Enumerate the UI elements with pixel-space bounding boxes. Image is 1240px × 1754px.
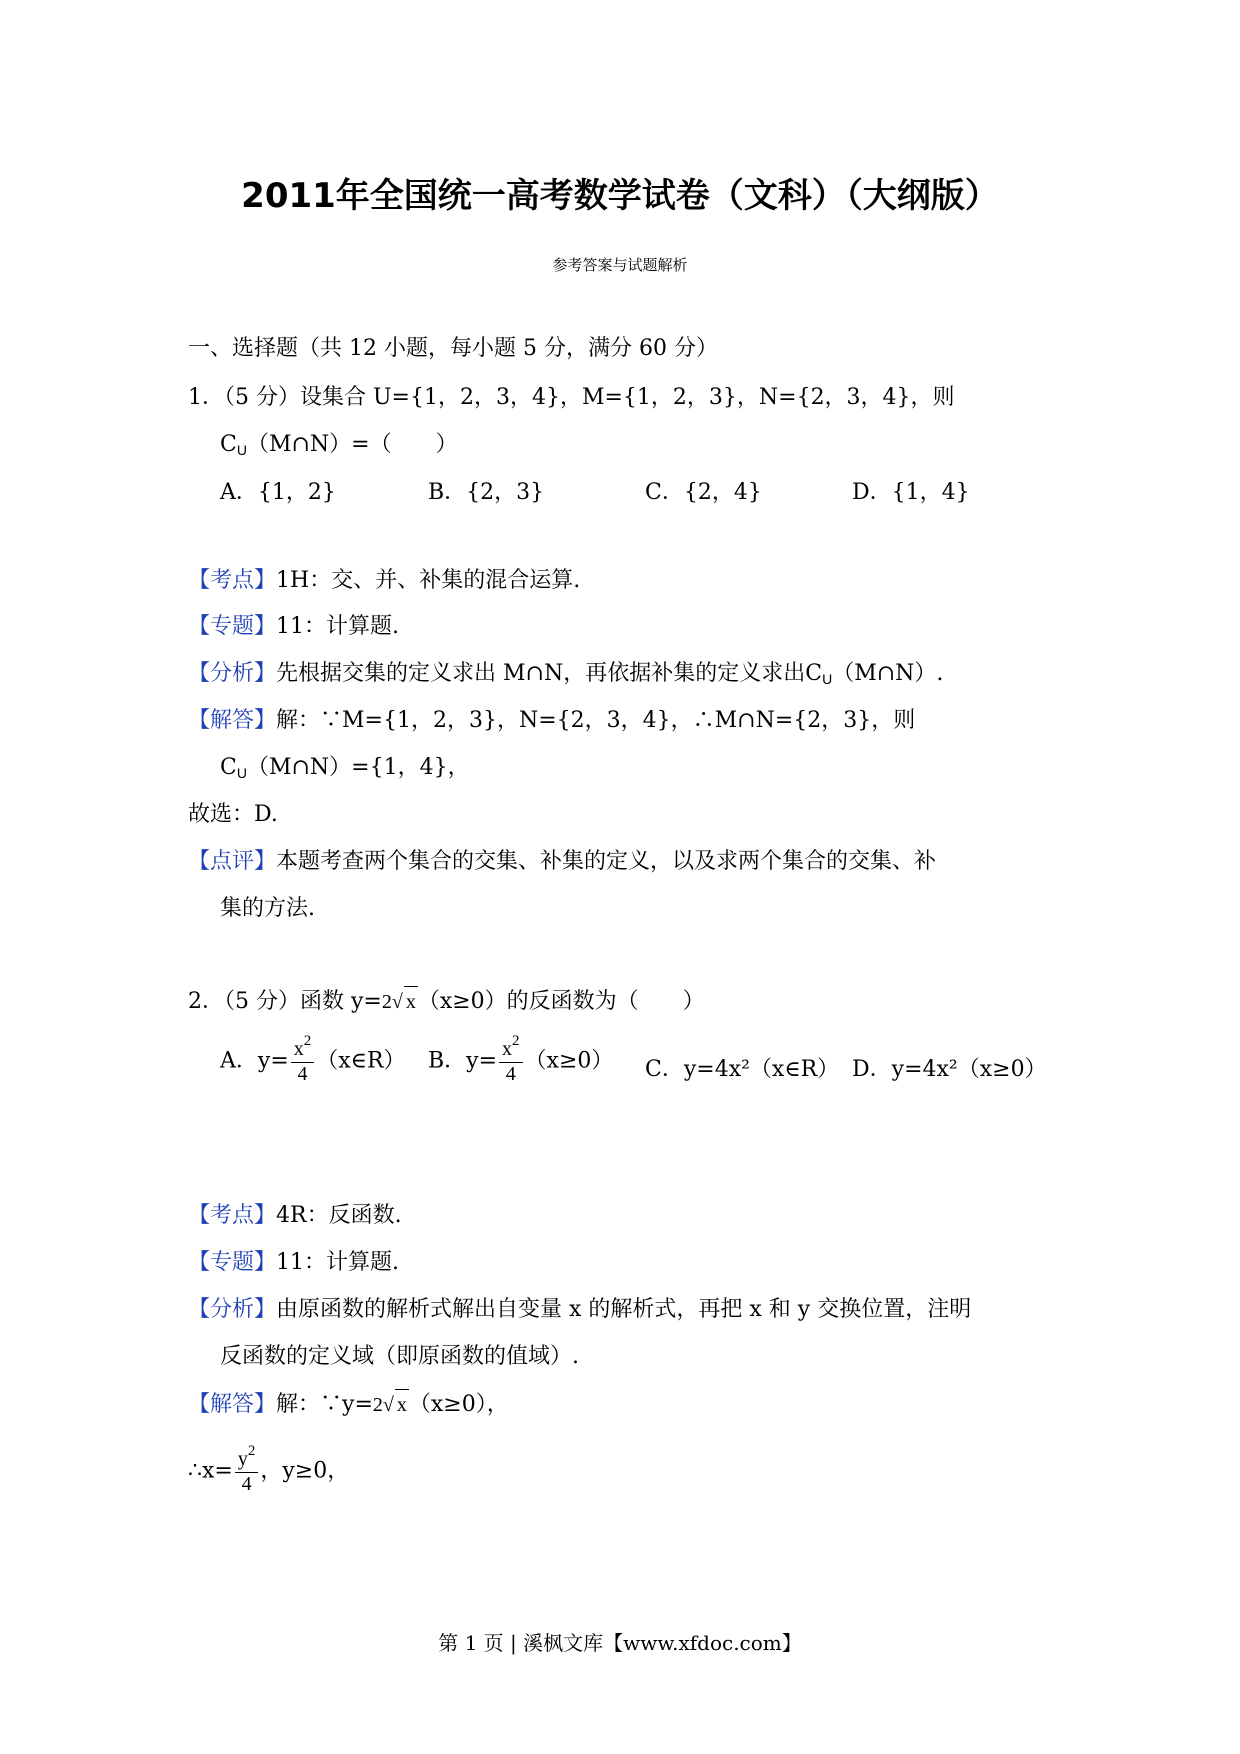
page-subtitle: 参考答案与试题解析 <box>552 256 688 274</box>
q2-step-den: 4 <box>241 1473 252 1495</box>
q2-fenxi-text: 由原函数的解析式解出自变量 x 的解析式，再把 x 和 y 交换位置，注明 <box>276 1297 972 1322</box>
q2-zhuanti-tag: 【专题】 <box>188 1250 277 1275</box>
q2-option-a-den: 4 <box>297 1063 308 1085</box>
q2-option-b-prefix: B．y= <box>428 1048 498 1074</box>
q2-step-suffix: ，y≥0， <box>260 1458 350 1484</box>
section-heading: 一、选择题（共 12 小题，每小题 5 分，满分 60 分） <box>188 336 718 361</box>
q1-fenxi-subscript: U <box>822 671 833 687</box>
q2-fenxi-line2: 反函数的定义域（即原函数的值域）. <box>220 1344 579 1369</box>
q1-option-b: B．{2，3} <box>428 480 545 505</box>
q1-complement-subscript: U <box>236 442 247 458</box>
q1-fenxi-tag: 【分析】 <box>188 661 277 686</box>
q1-complement-symbol: C <box>220 432 237 457</box>
q2-sqrt-coef: 2 <box>381 991 392 1013</box>
q2-stem-post: （x≥0）的反函数为（ ） <box>417 989 705 1014</box>
q2-option-a <box>220 1033 406 1085</box>
q2-option-a-domain: （x∈R） <box>316 1048 406 1074</box>
q1-dianping-line1 <box>188 847 936 877</box>
q1-dianping-text: 本题考查两个集合的交集、补集的定义，以及求两个集合的交集、补 <box>276 849 937 874</box>
q2-solution-step <box>188 1443 350 1495</box>
q2-option-b-exp: 2 <box>512 1033 520 1049</box>
q2-jieda-sqrt-coef: 2 <box>372 1394 383 1416</box>
q2-kaodian-text: 4R：反函数. <box>276 1203 402 1228</box>
q1-fenxi-text-end: （M∩N）. <box>832 661 944 686</box>
q2-step-num: y <box>237 1448 248 1470</box>
q1-fenxi-text: 先根据交集的定义求出 M∩N，再依据补集的定义求出C <box>276 661 823 686</box>
q1-jieda-line1 <box>188 706 915 736</box>
q2-option-d: D．y=4x²（x≥0） <box>852 1057 1047 1082</box>
q1-option-c: C．{2，4} <box>645 480 762 505</box>
q2-option-b-fraction <box>499 1033 523 1085</box>
q2-option-b <box>428 1033 614 1085</box>
q2-jieda-sqrt: 2√ x <box>373 1389 409 1420</box>
q1-stem-line1: 1．（5 分）设集合 U={1，2，3，4}，M={1，2，3}，N={2，3，4}，则 <box>188 385 955 410</box>
q2-jieda-tag: 【解答】 <box>188 1392 277 1417</box>
q1-jieda-text: 解：∵M={1，2，3}，N={2，3，4}，∴M∩N={2，3}，则 <box>276 708 916 733</box>
q2-step-prefix: ∴x= <box>188 1458 233 1484</box>
q2-option-b-domain: （x≥0） <box>524 1048 614 1074</box>
q2-fenxi-line1 <box>188 1295 971 1325</box>
q2-kaodian <box>188 1201 402 1231</box>
page-footer: 第 1 页 | 溪枫文库【www.xfdoc.com】 <box>438 1631 802 1655</box>
q2-fenxi-tag: 【分析】 <box>188 1297 277 1322</box>
q1-option-a: A．{1，2} <box>220 480 336 505</box>
q1-jieda-tag: 【解答】 <box>188 708 277 733</box>
q1-jieda-subscript: U <box>236 765 247 781</box>
q2-option-c: C．y=4x²（x∈R） <box>645 1057 840 1082</box>
q2-sqrt-expression: 2√ x <box>382 986 418 1017</box>
q1-stem-rest: （M∩N）=（ ） <box>246 432 458 457</box>
q1-dianping-line2: 集的方法. <box>220 896 315 921</box>
q1-kaodian-text: 1H：交、并、补集的混合运算. <box>276 568 581 593</box>
q1-zhuanti-tag: 【专题】 <box>188 614 277 639</box>
q2-jieda <box>188 1389 509 1420</box>
q2-option-b-den: 4 <box>505 1063 516 1085</box>
q1-zhuanti <box>188 612 399 642</box>
q2-stem <box>188 986 705 1017</box>
q2-option-a-num: x <box>293 1038 304 1060</box>
q2-option-a-exp: 2 <box>303 1033 312 1049</box>
q2-zhuanti-text: 11：计算题. <box>276 1250 400 1275</box>
q2-step-fraction <box>235 1443 259 1495</box>
q1-jieda-rest: （M∩N）={1，4}， <box>246 755 470 780</box>
q2-sqrt-radicand: x <box>404 986 418 1017</box>
q1-jieda-complement: C <box>220 755 237 780</box>
q2-option-b-num: x <box>502 1038 513 1060</box>
q2-jieda-post: （x≥0）， <box>408 1392 509 1417</box>
q2-step-exp: 2 <box>247 1443 256 1459</box>
q2-zhuanti <box>188 1248 399 1278</box>
q1-fenxi <box>188 659 943 694</box>
q2-option-a-prefix: A．y= <box>220 1048 289 1074</box>
q1-jieda-line2 <box>220 753 470 788</box>
q2-option-a-fraction <box>291 1033 315 1085</box>
q1-kaodian-tag: 【考点】 <box>188 568 277 593</box>
q1-kaodian <box>188 566 580 596</box>
q2-jieda-sqrt-radicand: x <box>395 1389 409 1420</box>
q1-stem-line2 <box>220 430 458 465</box>
q2-stem-pre: 2．（5 分）函数 y= <box>188 989 382 1014</box>
q1-option-d: D．{1，4} <box>852 480 970 505</box>
q1-zhuanti-text: 11：计算题. <box>276 614 400 639</box>
q2-jieda-pre: 解：∵y= <box>276 1392 373 1417</box>
page-title: 2011年全国统一高考数学试卷（文科）（大纲版） <box>241 176 999 216</box>
q2-kaodian-tag: 【考点】 <box>188 1203 277 1228</box>
q1-dianping-tag: 【点评】 <box>188 849 277 874</box>
q1-answer-choice: 故选：D. <box>188 802 278 827</box>
